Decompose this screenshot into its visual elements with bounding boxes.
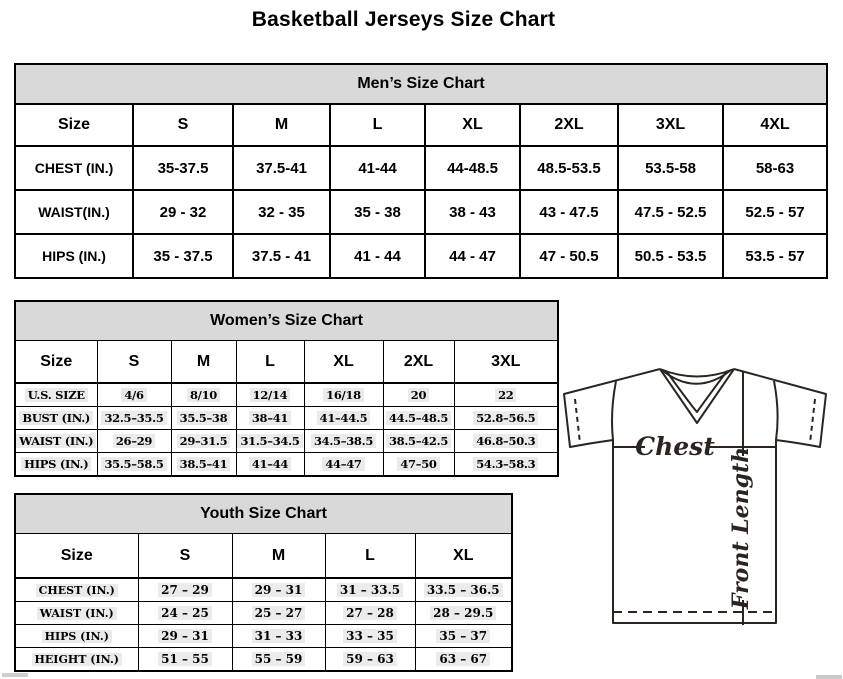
cell-value: 44-48.5: [425, 146, 520, 190]
cell-value: 16/18: [304, 383, 383, 407]
mens-size-label: Size: [15, 104, 133, 146]
womens-us-size-row: [15, 383, 558, 407]
cell-value: 53.5-58: [618, 146, 723, 190]
cell-value: 31.5–34.5: [236, 430, 304, 453]
womens-col-header: L: [236, 341, 304, 384]
row-label: WAIST (IN.): [15, 430, 97, 453]
row-label: WAIST (IN.): [15, 602, 138, 625]
cell-value: 27 – 29: [138, 578, 232, 602]
mens-size-header-row: [15, 104, 827, 146]
cell-value: 37.5-41: [233, 146, 330, 190]
row-label: CHEST (IN.): [15, 578, 138, 602]
cell-value: 33.5 – 36.5: [415, 578, 512, 602]
youth-col-header: M: [232, 534, 325, 579]
cell-value: 43 - 47.5: [520, 190, 618, 234]
cell-value: 44.5–48.5: [383, 407, 454, 430]
row-label: BUST (IN.): [15, 407, 97, 430]
womens-waist-row: [15, 430, 558, 453]
row-label: HIPS (IN.): [15, 625, 138, 648]
cell-value: 47–50: [383, 453, 454, 477]
cell-value: 32.5–35.5: [97, 407, 171, 430]
cell-value: 41-44: [330, 146, 425, 190]
mens-col-header: S: [133, 104, 233, 146]
youth-size-header-row: [15, 534, 512, 579]
womens-col-header: M: [171, 341, 236, 384]
youth-size-table: [14, 493, 513, 672]
cell-value: 37.5 - 41: [233, 234, 330, 278]
youth-size-label: Size: [15, 534, 138, 579]
cell-value: 8/10: [171, 383, 236, 407]
cell-value: 25 – 27: [232, 602, 325, 625]
cell-value: 38–41: [236, 407, 304, 430]
chest-measure-label: Chest: [635, 432, 715, 461]
cell-value: 22: [454, 383, 558, 407]
row-label: U.S. SIZE: [15, 383, 97, 407]
cell-value: 29–31.5: [171, 430, 236, 453]
mens-col-header: 3XL: [618, 104, 723, 146]
cell-value: 31 – 33: [232, 625, 325, 648]
cell-value: 41–44.5: [304, 407, 383, 430]
youth-hips-row: [15, 625, 512, 648]
mens-waist-row: [15, 190, 827, 234]
bottom-left-edge-artifact: [2, 673, 28, 677]
cell-value: 51 – 55: [138, 648, 232, 672]
cell-value: 27 – 28: [325, 602, 415, 625]
cell-value: 54.3–58.3: [454, 453, 558, 477]
cell-value: 35 - 37.5: [133, 234, 233, 278]
womens-size-header-row: [15, 341, 558, 384]
youth-table-title: Youth Size Chart: [15, 494, 512, 534]
bottom-right-edge-artifact: [816, 675, 842, 679]
womens-size-table: [14, 300, 559, 477]
cell-value: 52.5 - 57: [723, 190, 827, 234]
youth-table-header-band: [15, 494, 512, 534]
womens-col-header: 2XL: [383, 341, 454, 384]
row-label: HEIGHT (IN.): [15, 648, 138, 672]
cell-value: 20: [383, 383, 454, 407]
womens-size-label: Size: [15, 341, 97, 384]
jersey-outline-icon: [564, 369, 826, 625]
cell-value: 29 – 31: [138, 625, 232, 648]
cell-value: 12/14: [236, 383, 304, 407]
mens-col-header: 2XL: [520, 104, 618, 146]
cell-value: 33 – 35: [325, 625, 415, 648]
row-label: CHEST (IN.): [15, 146, 133, 190]
cell-value: 38.5–42.5: [383, 430, 454, 453]
mens-col-header: M: [233, 104, 330, 146]
mens-col-header: XL: [425, 104, 520, 146]
cell-value: 48.5-53.5: [520, 146, 618, 190]
cell-value: 44 - 47: [425, 234, 520, 278]
womens-table-header-band: [15, 301, 558, 341]
row-label: HIPS (IN.): [15, 234, 133, 278]
cell-value: 38 - 43: [425, 190, 520, 234]
womens-col-header: 3XL: [454, 341, 558, 384]
youth-col-header: L: [325, 534, 415, 579]
cell-value: 35-37.5: [133, 146, 233, 190]
cell-value: 52.8–56.5: [454, 407, 558, 430]
row-label: HIPS (IN.): [15, 453, 97, 477]
cell-value: 44–47: [304, 453, 383, 477]
youth-chest-row: [15, 578, 512, 602]
cell-value: 35.5–58.5: [97, 453, 171, 477]
cell-value: 35 – 37: [415, 625, 512, 648]
mens-size-table: [14, 63, 828, 279]
cell-value: 58-63: [723, 146, 827, 190]
front-length-measure-label: Front Length: [728, 446, 754, 610]
womens-table-title: Women’s Size Chart: [15, 301, 558, 341]
youth-waist-row: [15, 602, 512, 625]
row-label: WAIST(IN.): [15, 190, 133, 234]
youth-height-row: [15, 648, 512, 672]
page-title: Basketball Jerseys Size Chart: [251, 8, 556, 31]
mens-col-header: L: [330, 104, 425, 146]
mens-chest-row: [15, 146, 827, 190]
cell-value: 34.5–38.5: [304, 430, 383, 453]
womens-col-header: S: [97, 341, 171, 384]
cell-value: 50.5 - 53.5: [618, 234, 723, 278]
womens-bust-row: [15, 407, 558, 430]
cell-value: 55 – 59: [232, 648, 325, 672]
cell-value: 53.5 - 57: [723, 234, 827, 278]
cell-value: 29 – 31: [232, 578, 325, 602]
cell-value: 26–29: [97, 430, 171, 453]
cell-value: 28 – 29.5: [415, 602, 512, 625]
cell-value: 41–44: [236, 453, 304, 477]
cell-value: 59 – 63: [325, 648, 415, 672]
cell-value: 47 - 50.5: [520, 234, 618, 278]
womens-col-header: XL: [304, 341, 383, 384]
cell-value: 35 - 38: [330, 190, 425, 234]
cell-value: 41 - 44: [330, 234, 425, 278]
mens-table-title: Men’s Size Chart: [15, 64, 827, 104]
mens-table-header-band: [15, 64, 827, 104]
cell-value: 46.8–50.3: [454, 430, 558, 453]
cell-value: 38.5–41: [171, 453, 236, 477]
youth-col-header: XL: [415, 534, 512, 579]
cell-value: 47.5 - 52.5: [618, 190, 723, 234]
cell-value: 29 - 32: [133, 190, 233, 234]
cell-value: 31 – 33.5: [325, 578, 415, 602]
cell-value: 24 – 25: [138, 602, 232, 625]
jersey-measurement-diagram: [556, 360, 840, 666]
mens-hips-row: [15, 234, 827, 278]
cell-value: 32 - 35: [233, 190, 330, 234]
mens-col-header: 4XL: [723, 104, 827, 146]
womens-hips-row: [15, 453, 558, 477]
cell-value: 4/6: [97, 383, 171, 407]
cell-value: 63 – 67: [415, 648, 512, 672]
cell-value: 35.5–38: [171, 407, 236, 430]
youth-col-header: S: [138, 534, 232, 579]
